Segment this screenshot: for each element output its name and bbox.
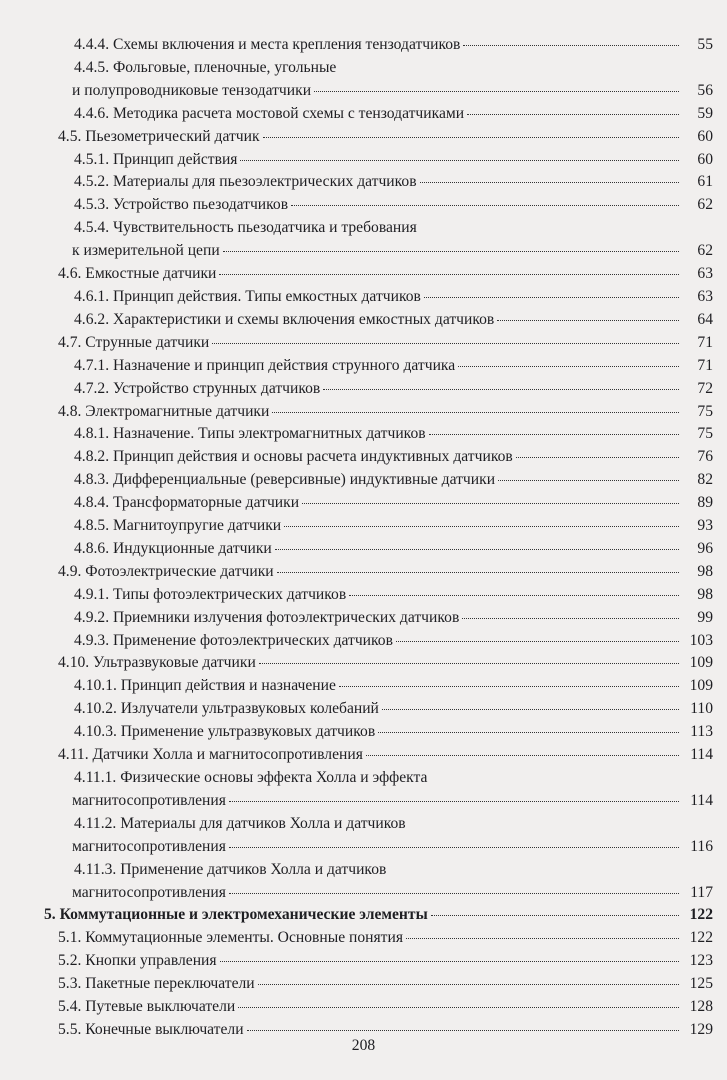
toc-entry-title: 4.8.1. Назначение. Типы электромагнитных датчиков bbox=[74, 425, 426, 443]
toc-entry-title: 4.5.1. Принцип действия bbox=[74, 150, 238, 168]
toc-entry-page: 60 bbox=[697, 127, 713, 145]
toc-entry-page: 71 bbox=[697, 333, 713, 351]
toc-entry-page: 55 bbox=[697, 36, 713, 53]
toc-entry-page: 75 bbox=[697, 425, 713, 443]
toc-entry bbox=[0, 492, 727, 515]
dot-leader bbox=[275, 549, 679, 550]
toc-entry bbox=[0, 263, 727, 286]
toc-entry bbox=[0, 675, 727, 698]
dot-leader bbox=[223, 251, 679, 252]
toc-entry-page: 113 bbox=[690, 723, 713, 741]
toc-entry bbox=[0, 698, 727, 721]
dot-leader bbox=[382, 709, 679, 710]
dot-leader bbox=[378, 732, 679, 733]
toc-entry-page: 128 bbox=[689, 998, 713, 1016]
dot-leader bbox=[229, 847, 679, 848]
toc-entry bbox=[0, 538, 727, 561]
toc-entry-page: 62 bbox=[697, 242, 713, 260]
toc-entry bbox=[0, 378, 727, 401]
toc-entry bbox=[0, 217, 727, 263]
toc-entry bbox=[0, 446, 727, 469]
dot-leader bbox=[406, 938, 679, 939]
dot-leader bbox=[431, 915, 679, 916]
toc-entry-page: 63 bbox=[697, 265, 713, 283]
table-of-contents bbox=[0, 34, 727, 1042]
dot-leader bbox=[284, 526, 679, 527]
toc-entry-title: 5. Коммутационные и электромеханические элементы bbox=[44, 906, 428, 924]
page-number: 208 bbox=[351, 1037, 376, 1054]
dot-leader bbox=[462, 618, 679, 619]
dot-leader bbox=[258, 984, 679, 985]
toc-entry bbox=[0, 149, 727, 172]
dot-leader bbox=[458, 366, 679, 367]
toc-entry bbox=[0, 561, 727, 584]
toc-entry-title: 5.4. Путевые выключатели bbox=[58, 998, 236, 1016]
toc-entry-title: магнитосопротивления bbox=[72, 883, 226, 901]
toc-entry-page: 61 bbox=[697, 173, 713, 191]
toc-entry-page: 125 bbox=[689, 975, 713, 993]
toc-entry-page: 114 bbox=[690, 791, 713, 809]
toc-entry bbox=[0, 34, 727, 57]
toc-entry bbox=[0, 423, 727, 446]
toc-entry-title-line: 4.11.2. Материалы для датчиков Холла и датчиков bbox=[74, 814, 406, 832]
toc-entry-page: 93 bbox=[697, 517, 713, 535]
toc-entry-title: 4.5. Пьезометрический датчик bbox=[58, 127, 260, 145]
dot-leader bbox=[229, 801, 679, 802]
toc-entry-title: 5.3. Пакетные переключатели bbox=[58, 975, 255, 993]
toc-entry-page: 103 bbox=[689, 631, 713, 649]
toc-entry bbox=[0, 652, 727, 675]
toc-entry bbox=[0, 584, 727, 607]
dot-leader bbox=[291, 205, 679, 206]
toc-entry-page: 122 bbox=[689, 929, 713, 947]
toc-entry bbox=[0, 332, 727, 355]
dot-leader bbox=[238, 1007, 679, 1008]
toc-entry-title: 4.9.3. Применение фотоэлектрических датчиков bbox=[74, 631, 393, 649]
toc-entry-title: к измерительной цепи bbox=[72, 242, 220, 260]
toc-entry-page: 117 bbox=[690, 883, 713, 901]
toc-entry bbox=[0, 171, 727, 194]
toc-entry-title-line: 4.5.4. Чувствительность пьезодатчика и требования bbox=[74, 219, 417, 237]
toc-entry bbox=[0, 309, 727, 332]
dot-leader bbox=[498, 480, 679, 481]
toc-entry bbox=[0, 57, 727, 103]
toc-entry bbox=[0, 996, 727, 1019]
toc-entry-title: 4.8.6. Индукционные датчики bbox=[74, 539, 272, 557]
toc-entry-title: 4.9.2. Приемники излучения фотоэлектрических датчиков bbox=[74, 608, 460, 626]
toc-entry bbox=[0, 859, 727, 905]
dot-leader bbox=[219, 274, 679, 275]
toc-entry bbox=[0, 904, 727, 927]
toc-entry-page: 89 bbox=[697, 494, 713, 512]
toc-entry bbox=[0, 355, 727, 378]
dot-leader bbox=[302, 503, 679, 504]
toc-entry-page: 59 bbox=[697, 104, 713, 122]
toc-entry-title: 5.1. Коммутационные элементы. Основные понятия bbox=[58, 929, 404, 947]
toc-entry-page: 71 bbox=[697, 356, 713, 374]
toc-entry-title: 4.8.2. Принцип действия и основы расчета индуктивных датчиков bbox=[74, 448, 513, 466]
toc-entry bbox=[0, 103, 727, 126]
dot-leader bbox=[323, 389, 679, 390]
toc-entry-page: 62 bbox=[697, 196, 713, 214]
toc-entry bbox=[0, 515, 727, 538]
toc-entry-title: 4.4.6. Методика расчета мостовой схемы с тензодатчиками bbox=[74, 104, 465, 122]
toc-entry-title: 4.4.4. Схемы включения и места крепления тензодатчиков bbox=[74, 36, 461, 53]
toc-entry-page: 75 bbox=[697, 402, 713, 420]
toc-entry bbox=[0, 813, 727, 859]
toc-entry-title-line: 4.11.3. Применение датчиков Холла и датчиков bbox=[74, 860, 387, 878]
toc-entry-title: магнитосопротивления bbox=[72, 791, 226, 809]
dot-leader bbox=[396, 641, 679, 642]
toc-entry bbox=[0, 469, 727, 492]
toc-entry bbox=[0, 607, 727, 630]
dot-leader bbox=[247, 1030, 679, 1031]
dot-leader bbox=[272, 412, 679, 413]
toc-entry-title: 4.9. Фотоэлектрические датчики bbox=[58, 562, 274, 580]
dot-leader bbox=[349, 595, 679, 596]
toc-entry-page: 99 bbox=[697, 608, 713, 626]
toc-entry-title: 5.2. Кнопки управления bbox=[58, 952, 217, 970]
dot-leader bbox=[240, 160, 679, 161]
toc-entry bbox=[0, 973, 727, 996]
toc-entry bbox=[0, 194, 727, 217]
toc-entry-page: 116 bbox=[690, 837, 713, 855]
dot-leader bbox=[277, 572, 679, 573]
toc-entry bbox=[0, 927, 727, 950]
dot-leader bbox=[497, 320, 679, 321]
toc-entry-page: 98 bbox=[697, 562, 713, 580]
toc-entry-page: 109 bbox=[689, 654, 713, 672]
dot-leader bbox=[263, 137, 679, 138]
toc-entry-title: 4.11. Датчики Холла и магнитосопротивления bbox=[58, 746, 363, 764]
dot-leader bbox=[220, 961, 679, 962]
toc-entry-page: 123 bbox=[689, 952, 713, 970]
toc-entry-title: 4.8.3. Дифференциальные (реверсивные) индуктивные датчики bbox=[74, 471, 496, 489]
toc-entry-page: 129 bbox=[689, 1020, 713, 1038]
toc-entry-page: 82 bbox=[697, 471, 713, 489]
toc-entry bbox=[0, 126, 727, 149]
dot-leader bbox=[516, 457, 679, 458]
toc-entry bbox=[0, 286, 727, 309]
dot-leader bbox=[339, 686, 679, 687]
toc-entry bbox=[0, 721, 727, 744]
toc-entry-page: 109 bbox=[689, 677, 713, 695]
toc-entry-title: 4.7. Струнные датчики bbox=[58, 333, 210, 351]
toc-entry-title: 4.7.1. Назначение и принцип действия струнного датчика bbox=[74, 356, 456, 374]
toc-entry-page: 63 bbox=[697, 287, 713, 305]
toc-entry bbox=[0, 744, 727, 767]
toc-entry-page: 96 bbox=[697, 539, 713, 557]
dot-leader bbox=[424, 297, 679, 298]
toc-entry-title: 4.10.3. Применение ультразвуковых датчиков bbox=[74, 723, 376, 741]
toc-entry-title: 4.10.2. Излучатели ультразвуковых колебаний bbox=[74, 700, 379, 718]
toc-entry-title: 4.6.2. Характеристики и схемы включения емкостных датчиков bbox=[74, 310, 495, 328]
dot-leader bbox=[420, 182, 679, 183]
toc-entry-page: 60 bbox=[697, 150, 713, 168]
toc-entry-title: 4.8.4. Трансформаторные датчики bbox=[74, 494, 300, 512]
dot-leader bbox=[366, 755, 679, 756]
toc-entry-page: 56 bbox=[697, 81, 713, 99]
dot-leader bbox=[429, 434, 679, 435]
toc-entry-title: 5.5. Конечные выключатели bbox=[58, 1020, 244, 1038]
toc-entry-title: 4.7.2. Устройство струнных датчиков bbox=[74, 379, 321, 397]
toc-entry-title: 4.5.2. Материалы для пьезоэлектрических датчиков bbox=[74, 173, 417, 191]
toc-entry bbox=[0, 767, 727, 813]
toc-entry-page: 114 bbox=[690, 746, 713, 764]
toc-entry-title: 4.8.5. Магнитоупругие датчики bbox=[74, 517, 282, 535]
dot-leader bbox=[212, 343, 679, 344]
toc-entry-page: 110 bbox=[690, 700, 713, 718]
toc-entry bbox=[0, 950, 727, 973]
toc-entry-title: 4.6. Емкостные датчики bbox=[58, 265, 217, 283]
toc-entry-title-line: 4.4.5. Фольговые, пленочные, угольные bbox=[74, 58, 337, 76]
toc-entry-title: 4.10. Ультразвуковые датчики bbox=[58, 654, 256, 672]
toc-entry-title: 4.6.1. Принцип действия. Типы емкостных датчиков bbox=[74, 287, 421, 305]
dot-leader bbox=[467, 114, 679, 115]
dot-leader bbox=[259, 663, 679, 664]
toc-entry-title-line: 4.11.1. Физические основы эффекта Холла и эффекта bbox=[74, 769, 428, 786]
toc-entry-page: 64 bbox=[697, 310, 713, 328]
dot-leader bbox=[314, 91, 679, 92]
toc-entry-title: 4.9.1. Типы фотоэлектрических датчиков bbox=[74, 585, 347, 603]
toc-entry-page: 122 bbox=[689, 906, 713, 924]
toc-entry bbox=[0, 630, 727, 653]
toc-entry-title: 4.5.3. Устройство пьезодатчиков bbox=[74, 196, 289, 214]
toc-entry-page: 98 bbox=[697, 585, 713, 603]
dot-leader bbox=[463, 45, 679, 46]
toc-entry-page: 76 bbox=[697, 448, 713, 466]
toc-entry-page: 72 bbox=[697, 379, 713, 397]
toc-entry-title: 4.8. Электромагнитные датчики bbox=[58, 402, 270, 420]
dot-leader bbox=[229, 893, 679, 894]
toc-entry-title: магнитосопротивления bbox=[72, 837, 226, 855]
toc-entry-title: 4.10.1. Принцип действия и назначение bbox=[74, 677, 336, 695]
toc-entry-title: и полупроводниковые тензодатчики bbox=[72, 81, 312, 99]
toc-entry bbox=[0, 401, 727, 424]
